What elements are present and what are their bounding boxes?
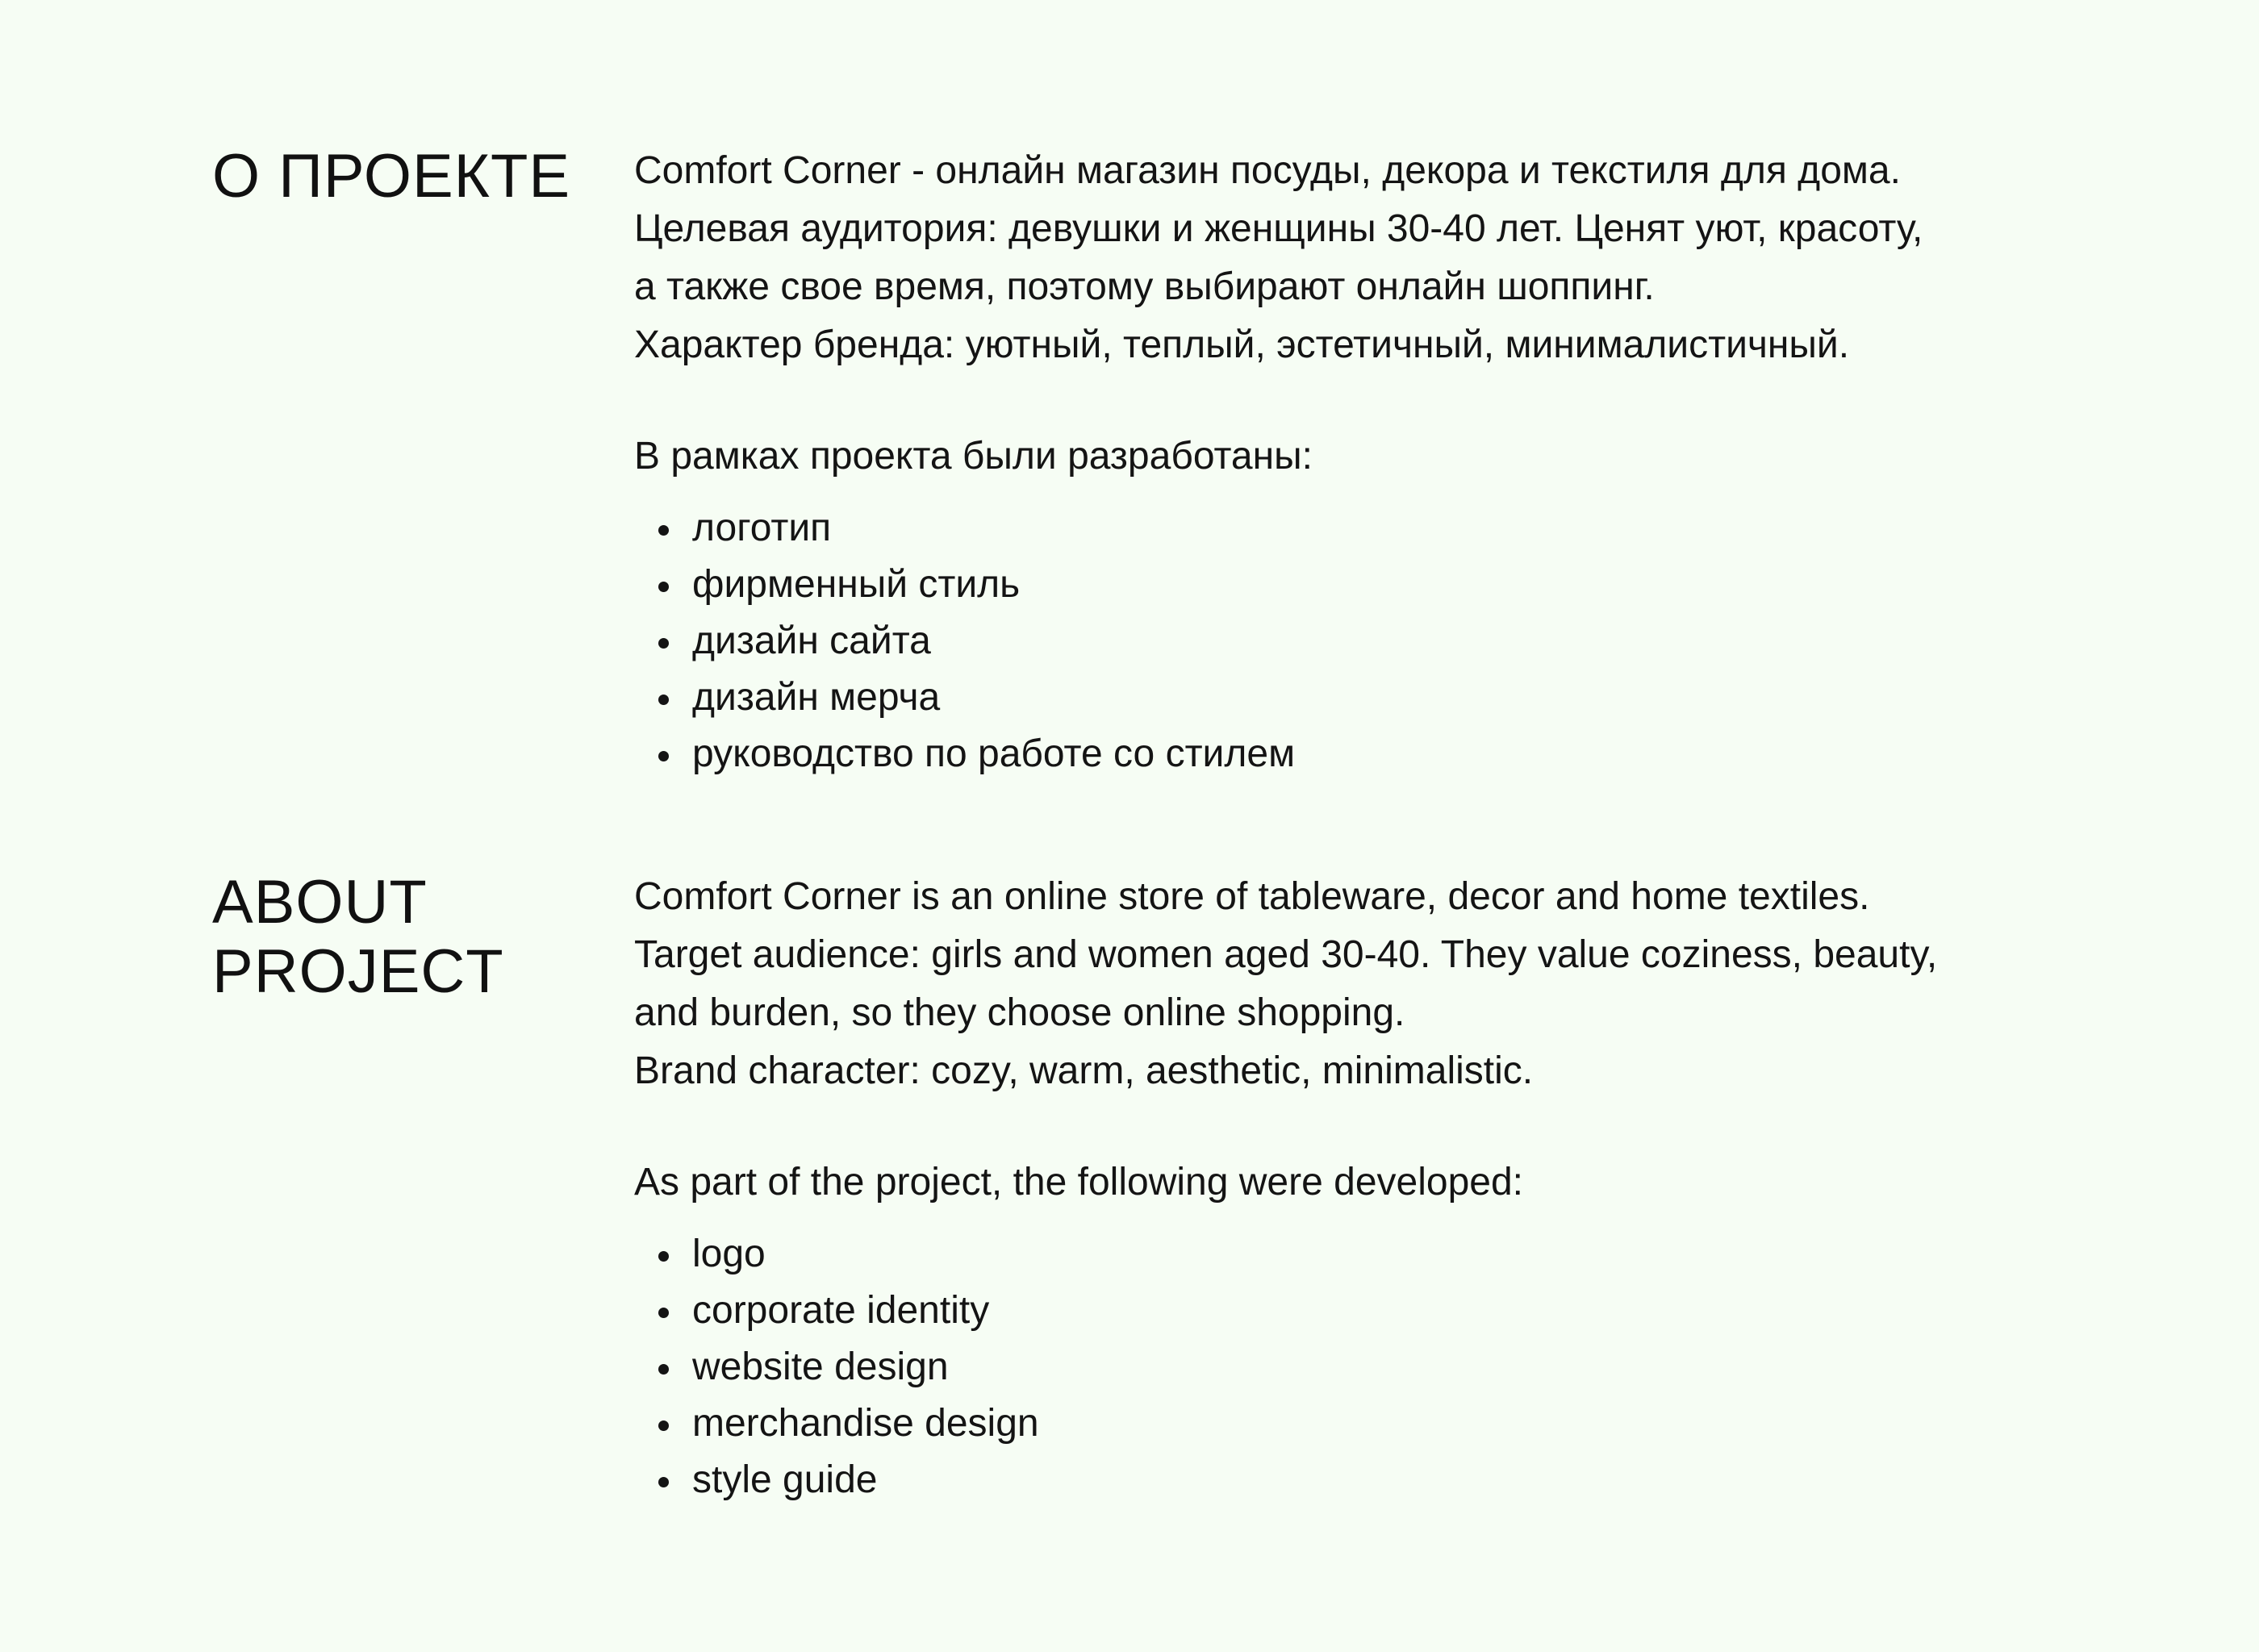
intro-paragraph [634, 868, 2086, 1100]
developed-title: As part of the project, the following were developed: [634, 1161, 1523, 1204]
list-item: website design [692, 1339, 2086, 1395]
deliverables-list [634, 1226, 2086, 1508]
section-heading: О ПРОЕКТЕ [212, 142, 571, 211]
intro-line: Target audience: girls and women aged 30-40. They value coziness, beauty, [634, 933, 1938, 976]
list-item: руководство по работе со стилем [692, 726, 2086, 782]
section-body [634, 868, 2086, 1508]
intro-line: Comfort Corner - онлайн магазин посуды, декора и текстиля для дома. [634, 149, 1901, 192]
intro-line: а также свое время, поэтому выбирают онлайн шоппинг. [634, 265, 1655, 308]
list-item: фирменный стиль [692, 557, 2086, 613]
intro-line: and burden, so they choose online shopping. [634, 991, 1405, 1034]
intro-paragraph [634, 142, 2086, 374]
deliverables-list [634, 500, 2086, 782]
list-item: corporate identity [692, 1283, 2086, 1339]
list-item: merchandise design [692, 1395, 2086, 1452]
list-item: дизайн мерча [692, 670, 2086, 726]
section-body [634, 142, 2086, 782]
section-heading: ABOUT PROJECT [212, 868, 504, 1006]
intro-line: Целевая аудитория: девушки и женщины 30-40 лет. Ценят уют, красоту, [634, 207, 1923, 250]
list-item: дизайн сайта [692, 613, 2086, 670]
list-item: logo [692, 1226, 2086, 1283]
intro-line: Comfort Corner is an online store of tableware, decor and home textiles. [634, 875, 1870, 918]
list-item: style guide [692, 1452, 2086, 1508]
intro-line: Brand character: cozy, warm, aesthetic, minimalistic. [634, 1049, 1534, 1092]
developed-title: В рамках проекта были разработаны: [634, 435, 1313, 478]
list-item: логотип [692, 500, 2086, 557]
intro-line: Характер бренда: уютный, теплый, эстетичный, минималистичный. [634, 323, 1850, 366]
